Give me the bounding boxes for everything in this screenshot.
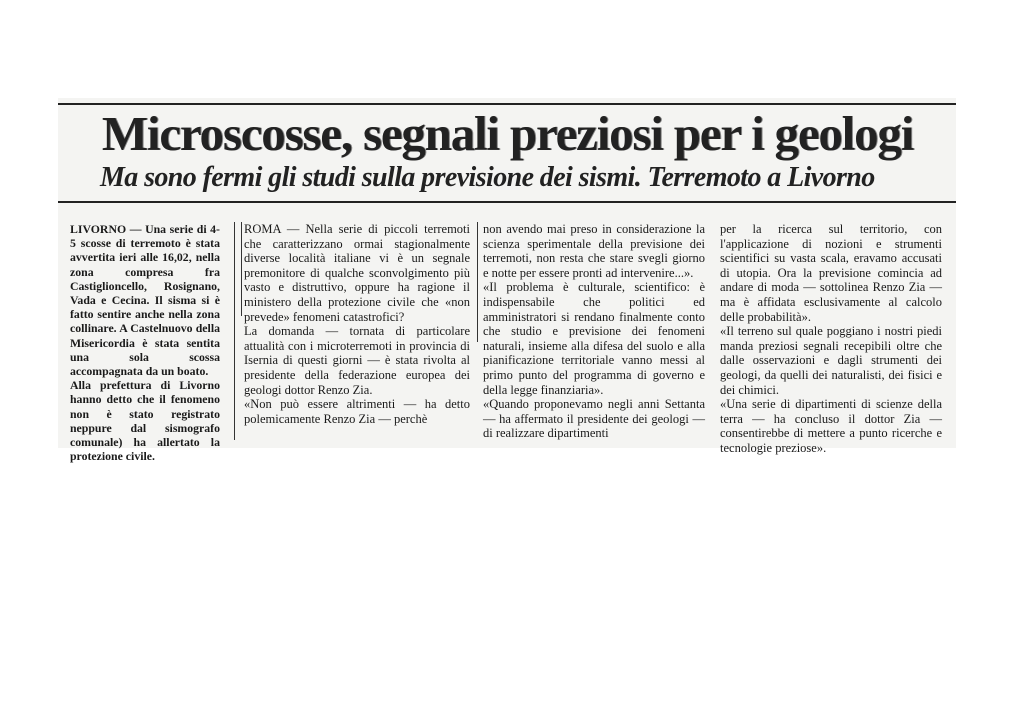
- column-four: [720, 222, 942, 456]
- column-divider: [241, 222, 242, 316]
- subheadline: Ma sono fermi gli studi sulla previsione dei sismi. Terremoto a Livorno: [100, 162, 875, 193]
- column-roma: [244, 222, 470, 426]
- paragraph: Alla prefettura di Livorno hanno detto che il fenomeno non è stato registrato neppure dal sismografo comunale) ha allertato la protezione civile.: [70, 378, 220, 464]
- bottom-rule: [58, 201, 956, 203]
- column-divider: [477, 222, 478, 342]
- top-rule: [58, 103, 956, 105]
- column-divider: [234, 222, 235, 440]
- paragraph: per la ricerca sul territorio, con l'applicazione di nozioni e strumenti scientifici su vasta scala, eravamo accusati di utopia. Ora la previsione comincia ad andare di moda — sottolinea Renzo Zia — ma è affidata esclusivamente al calcolo delle probabilità».: [720, 222, 942, 324]
- paragraph: «Una serie di dipartimenti di scienze della terra — ha concluso il dottor Zia — consentirebbe di mettere a punto ricerche e tecnologie preziose».: [720, 397, 942, 455]
- paragraph: «Il problema è culturale, scientifico: è indispensabile che politici ed amministratori si rendano finalmente conto che studio e previsione dei fenomeni naturali, insieme alla difesa del suolo e alla pianificazione territoriale vanno messi al primo punto del programma di governo e della legge finanziaria».: [483, 280, 705, 397]
- paragraph: «Quando proponevamo negli anni Settanta — ha affermato il presidente dei geologi — di realizzare dipartimenti: [483, 397, 705, 441]
- paragraph: non avendo mai preso in considerazione la scienza sperimentale della previsione dei terremoti, non resta che stare svegli giorno e notte per essere pronti ad intervenire...».: [483, 222, 705, 280]
- paragraph: LIVORNO — Una serie di 4-5 scosse di terremoto è stata avvertita ieri alle 16,02, nella zona compresa fra Castiglioncello, Rosignano, Vada e Cecina. Il sisma si è fatto sentire anche nella zona collinare. A Castelnuovo della Misericordia è stata sentita una sola scossa accompagnata da un boato.: [70, 222, 220, 379]
- paragraph: «Non può essere altrimenti — ha detto polemicamente Renzo Zia — perchè: [244, 397, 470, 426]
- paragraph: La domanda — tornata di particolare attualità con i microterremoti in provincia di Isernia di questi giorni — è stata rivolta al presidente della federazione europea dei geologi dottor Renzo Zia.: [244, 324, 470, 397]
- column-three: [483, 222, 705, 441]
- headline: Microscosse, segnali preziosi per i geologi: [101, 106, 914, 161]
- column-livorno: [70, 222, 220, 463]
- paragraph: ROMA — Nella serie di piccoli terremoti che caratterizzano ormai stagionalmente diverse località italiane vi è un segnale premonitore di qualche sconvolgimento più vasto e distruttivo, oppure ha ragione il ministero della protezione civile che «non prevede» fenomeni catastrofici?: [244, 222, 470, 324]
- paragraph: «Il terreno sul quale poggiano i nostri piedi manda preziosi segnali recepibili oltre che dalle osservazioni e dagli strumenti dei geologi, da quelli dei naturalisti, dei fisici e dei chimici.: [720, 324, 942, 397]
